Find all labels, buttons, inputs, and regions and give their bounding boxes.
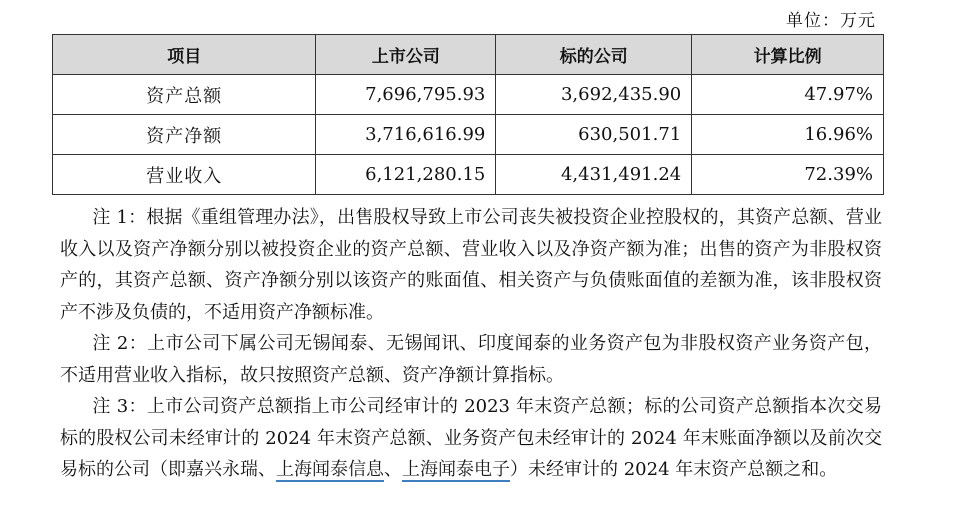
table-header-row: [53, 35, 884, 75]
header-target-company: 标的公司: [496, 35, 692, 75]
row-ratio: 47.97%: [692, 75, 884, 115]
note-3: [60, 391, 882, 486]
row-listed-value: 6,121,280.15: [316, 155, 496, 195]
row-target-value: 3,692,435.90: [496, 75, 692, 115]
row-item: 资产总额: [53, 75, 316, 115]
row-listed-value: 3,716,616.99: [316, 115, 496, 155]
row-item: 营业收入: [53, 155, 316, 195]
row-listed-value: 7,696,795.93: [316, 75, 496, 115]
note-3-text: 注 3：上市公司资产总额指上市公司经审计的 2023 年末资产总额；标的公司资产总额指本次交易标的股权公司未经审计的 2024 年末资产总额、业务资产包未经审计的 2024 年末账面净额以及前次交易标的公司（即嘉兴永瑞、: [60, 396, 882, 480]
note-3-text-end: ）未经审计的 2024 年末资产总额之和。: [510, 459, 838, 480]
row-target-value: 4,431,491.24: [496, 155, 692, 195]
link-shanghai-wingtech-electronics[interactable]: 上海闻泰电子: [402, 459, 510, 480]
table-row: [53, 75, 884, 115]
note-3-separator: 、: [384, 459, 402, 480]
note-2: 注 2：上市公司下属公司无锡闻泰、无锡闻讯、印度闻泰的业务资产包为非股权资产业务资产包，不适用营业收入指标，故只按照资产总额、资产净额计算指标。: [60, 333, 882, 386]
note-1: 注 1：根据《重组管理办法》，出售股权导致上市公司丧失被投资企业控股权的，其资产总额、营业收入以及资产净额分别以被投资企业的资产总额、营业收入以及净资产额为准；出售的资产为非股权资产的，其资产总额、资产净额分别以该资产的账面值、相关资产与负债账面值的差额为准，该非股权资产不涉及负债的，不适用资产净额标准。: [60, 207, 882, 323]
row-target-value: 630,501.71: [496, 115, 692, 155]
notes-section: [60, 202, 882, 486]
header-listed-company: 上市公司: [316, 35, 496, 75]
row-item: 资产净额: [53, 115, 316, 155]
header-ratio: 计算比例: [692, 35, 884, 75]
table-row: [53, 115, 884, 155]
row-ratio: 16.96%: [692, 115, 884, 155]
header-item: 项目: [53, 35, 316, 75]
table-row: [53, 155, 884, 195]
row-ratio: 72.39%: [692, 155, 884, 195]
unit-label: 单位：万元: [786, 11, 876, 31]
data-table: [52, 34, 884, 195]
link-shanghai-wingtech-info[interactable]: 上海闻泰信息: [276, 459, 384, 480]
